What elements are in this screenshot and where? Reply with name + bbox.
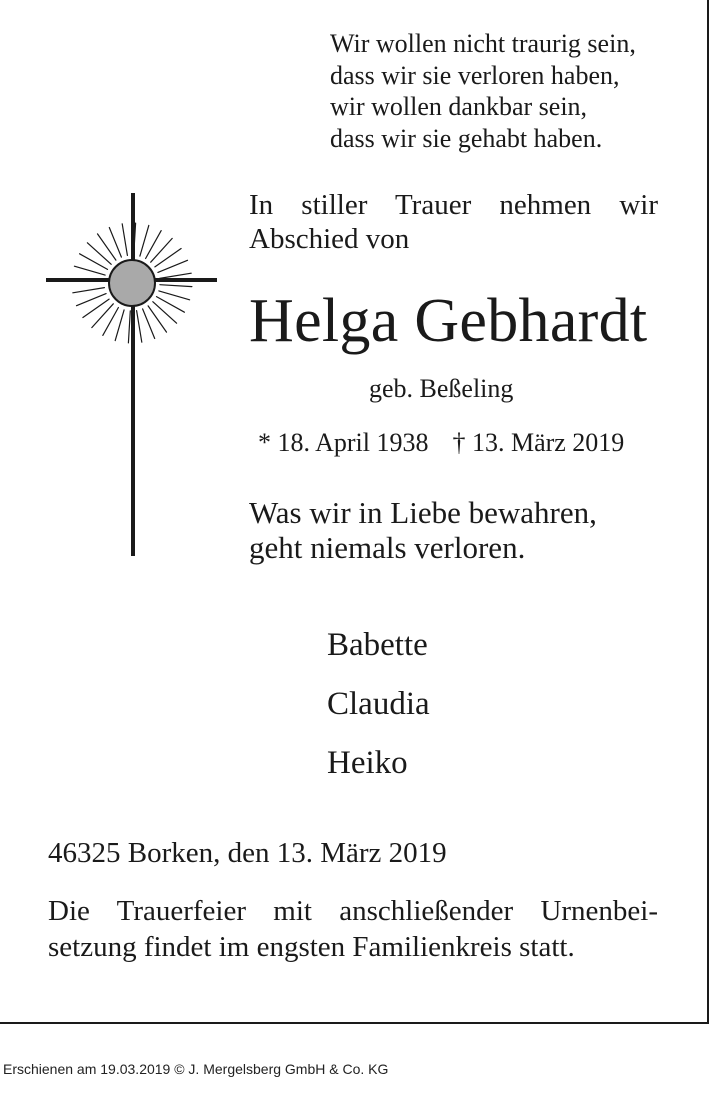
sun-ray (128, 311, 130, 343)
deceased-name: Helga Gebhardt (249, 287, 648, 355)
sun-ray (80, 254, 108, 270)
intro-line: Abschied von (249, 223, 410, 255)
mourner-name: Claudia (327, 686, 430, 722)
mourners-list (327, 616, 430, 793)
sun-ray (157, 297, 185, 313)
birth-name: geb. Beßeling (369, 374, 514, 403)
sun-ray (146, 231, 162, 259)
mourner-name: Babette (327, 627, 428, 663)
poem (330, 28, 636, 154)
sun-ray (160, 273, 192, 278)
ceremony-info (48, 893, 658, 965)
sun-ray (92, 304, 114, 328)
quote-line: geht niemals verloren. (249, 530, 526, 565)
publication-footer: Erschienen am 19.03.2019 © J. Mergelsberg GmbH & Co. KG (3, 1061, 389, 1077)
sun-ray (115, 310, 124, 341)
poem-line: dass wir sie verloren haben, (330, 60, 620, 90)
mourner-name: Heiko (327, 745, 408, 781)
sun-ray (160, 285, 192, 287)
cross-with-sun-icon (44, 190, 220, 560)
sun-ray (87, 243, 111, 264)
memorial-quote (249, 495, 597, 565)
intro-line: In stiller Trauer nehmen wir (249, 189, 658, 221)
sun-ray (122, 224, 127, 256)
life-dates (258, 427, 624, 459)
poem-line: dass wir sie gehabt haben. (330, 123, 603, 153)
sun-ray (151, 238, 173, 262)
sun-ray (73, 288, 105, 293)
sun-ray (159, 291, 190, 300)
sun-ray (137, 311, 142, 343)
place-and-date: 46325 Borken, den 13. März 2019 (48, 837, 447, 869)
death-date: † 13. März 2019 (452, 428, 625, 457)
sun-ray (153, 302, 177, 324)
ceremony-line: setzung findet im engsten Familienkreis statt. (48, 931, 575, 963)
quote-line: Was wir in Liebe bewahren, (249, 495, 597, 530)
birth-date: * 18. April 1938 (258, 428, 429, 457)
sun-ray (74, 266, 105, 275)
poem-line: Wir wollen nicht traurig sein, (330, 29, 636, 58)
ceremony-line: Die Trauerfeier mit anschließender Urnenbei- (48, 895, 658, 927)
sun-ray (140, 225, 149, 256)
sun-ray (103, 308, 119, 336)
intro-text (249, 188, 658, 256)
poem-line: wir wollen dankbar sein, (330, 92, 588, 121)
